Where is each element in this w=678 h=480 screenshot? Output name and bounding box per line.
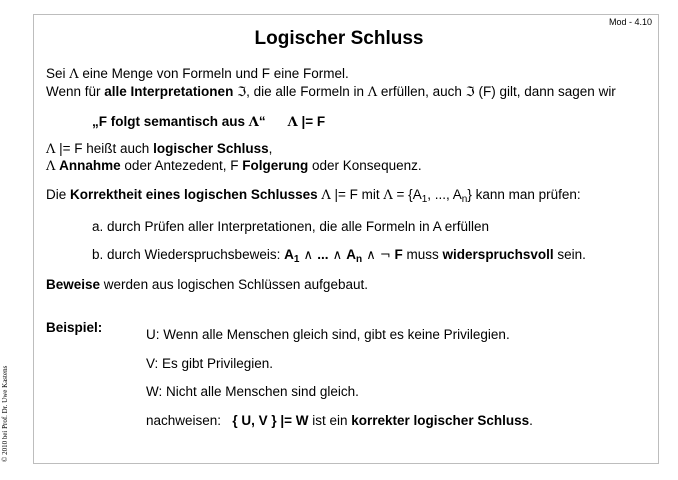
page-title: Logischer Schluss	[254, 28, 424, 49]
example-label: Beispiel:	[46, 320, 103, 335]
correctness-line: Die Korrektheit eines logischen Schlusses Λ |= F mit $\Lambda = \{A_1$, ..., $A_n$} kann man prüfen:	[46, 187, 581, 205]
intro-line-2: Wenn für alle Interpretationen ℑ, die alle Formeln in Λ erfüllen, auch ℑ (F) gilt, dann sagen wir	[46, 84, 616, 100]
example-v: V: Es gibt Privilegien.	[146, 356, 274, 371]
example-u: U: Wenn alle Menschen gleich sind, gibt es keine Privilegien.	[146, 327, 510, 342]
definition-line-1: Λ |= F heißt auch logischer Schluss,	[46, 141, 273, 157]
method-b: b. durch Wiederspruchsbeweis: $A_1$ ∧ ... ∧ $A_n$ ∧ ¬ F muss widerspruchsvoll sein.	[92, 247, 586, 265]
copyright-note: © 2010 bei Prof. Dr. Uwe Kastens	[1, 365, 9, 462]
example-w: W: Nicht alle Menschen sind gleich.	[146, 384, 359, 399]
slide-id: Mod - 4.10	[608, 17, 652, 27]
definition-line-2: Λ Annahme oder Antezedent, F Folgerung oder Konsequenz.	[46, 158, 422, 174]
example-proof: nachweisen: { U, V } |= W ist ein korrekter logischer Schluss.	[146, 413, 533, 428]
method-a: a. durch Prüfen aller Interpretationen, die alle Formeln in A erfüllen	[92, 219, 489, 234]
proofs-line: Beweise werden aus logischen Schlüssen aufgebaut.	[46, 277, 368, 292]
semantic-statement: „F folgt semantisch aus Λ“ Λ |= F	[92, 114, 326, 130]
intro-line-1: Sei Λ eine Menge von Formeln und F eine Formel.	[46, 66, 349, 82]
